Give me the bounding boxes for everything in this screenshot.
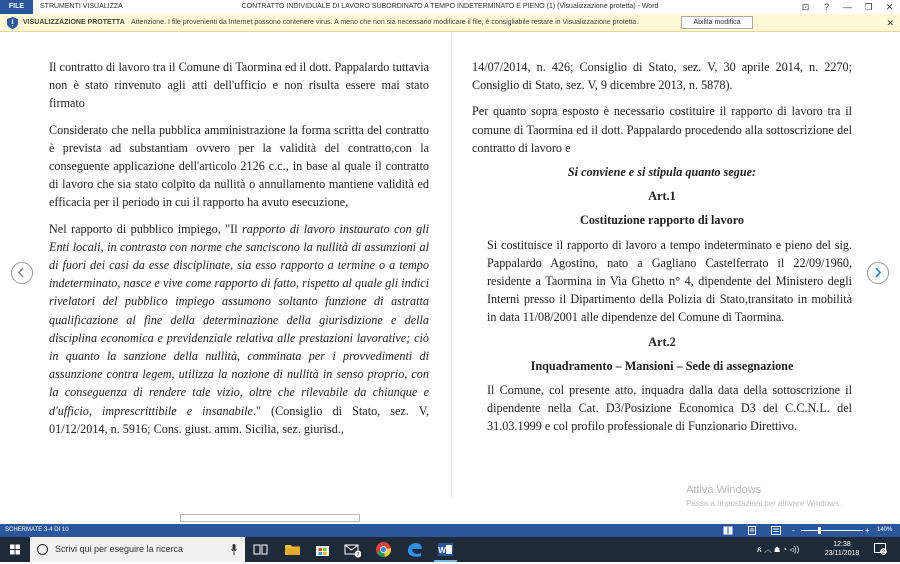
- article-title: Art.1: [648, 189, 676, 204]
- chevron-right-icon: [868, 263, 887, 282]
- svg-text:W: W: [438, 546, 446, 555]
- paragraph: 14/07/2014, n. 426; Consiglio di Stato, sez. V, 30 aprile 2014, n. 2270; Consiglio di Stato, sez. V, 9 dicembre 2013, n. 5878).: [472, 60, 852, 93]
- title-bar: [0, 0, 900, 14]
- paragraph: Per quanto sopra esposto è necessario costituire il rapporto di lavoro tra il comune di Taormina ed il dott. Pappalardo procedendo alla sottoscrizione del contratto di lavoro e: [472, 104, 852, 155]
- article-subtitle: Costituzione rapporto di lavoro: [580, 213, 744, 228]
- article-text: Il Comune, col presente atto, inquadra dalla data della sottoscrizione il dipendente nella Cat. D3/Posizione Economica D3 del C.C.N.L. del 31.03.1999 e col profilo professionale di Funzionario Direttivo.: [487, 383, 852, 434]
- file-tab[interactable]: FILE: [0, 0, 33, 14]
- microphone-icon[interactable]: [231, 544, 237, 555]
- protected-view-title: VISUALIZZAZIONE PROTETTA: [23, 19, 125, 26]
- horizontal-scrollbar[interactable]: [180, 514, 360, 522]
- paragraph-citation: ." (Consiglio di Stato, sez. V, 01/12/2014, n. 5916; Cons. giust. amm. Sicilia, sez. giurisd.,: [49, 403, 430, 436]
- window-controls: [795, 0, 900, 14]
- page-divider: [451, 33, 452, 498]
- close-bar-icon[interactable]: ✕: [886, 18, 894, 28]
- help-icon[interactable]: ?: [823, 2, 829, 12]
- protected-view-message: Attenzione. I file provenienti da Internet possono contenere virus. A meno che non sia necessario modificare il file, è consigliabile restare in Visualizzazione protetta.: [131, 19, 639, 26]
- section-heading: Si conviene e si stipula quanto segue:: [567, 165, 757, 180]
- chevron-left-icon: [12, 263, 31, 282]
- taskbar-search-input[interactable]: [30, 537, 245, 562]
- article-subtitle: Inquadramento – Mansioni – Sede di assegnazione: [530, 358, 794, 373]
- view-tools-tab[interactable]: STRUMENTI VISUALIZZA: [40, 3, 123, 10]
- paragraph: Considerato che nella pubblica amministrazione la forma scritta del contratto è prevista ad substantiam ovvero per la validità del contratto,con la conseguente applicazione dell'articolo 2126 c.c., in base al quale il contratto di lavoro che sia stato colpito da nullità o annullamento mantiene validità ed efficacia per il periodo in cui il rapporto ha avuto esecuzione,: [49, 122, 429, 210]
- taskbar: [0, 537, 900, 562]
- status-bar: [0, 524, 900, 537]
- zoom-slider[interactable]: [792, 524, 872, 537]
- activation-watermark-text: Passa a Impostazioni per attivare Windows.: [686, 499, 842, 508]
- clock[interactable]: [818, 540, 866, 558]
- clock-date: 23/11/2018: [824, 550, 860, 557]
- zoom-track[interactable]: [801, 530, 863, 531]
- file-explorer-icon[interactable]: [284, 541, 301, 558]
- left-page: [49, 58, 429, 446]
- document-area[interactable]: [0, 33, 900, 524]
- windows-logo-icon: [0, 537, 30, 562]
- zoom-thumb[interactable]: [818, 527, 821, 534]
- clock-time: 12:38: [833, 541, 851, 548]
- shield-icon: [7, 17, 18, 29]
- print-layout-icon[interactable]: [747, 526, 757, 535]
- window-title: CONTRATTO INDIVIDUALE DI LAVORO SUBORDINATO A TEMPO INDETERMINATO E PIENO (1) (Visualizzazione protetta) - Word: [241, 3, 659, 10]
- previous-page-button[interactable]: [11, 262, 33, 284]
- zoom-out-button[interactable]: -: [792, 526, 795, 535]
- protected-view-bar: [0, 14, 900, 32]
- web-layout-icon[interactable]: [771, 526, 781, 535]
- search-placeholder: Scrivi qui per eseguire la ricerca: [55, 544, 184, 554]
- activation-watermark-title: Attiva Windows: [686, 484, 762, 496]
- enable-editing-button[interactable]: Abilita modifica: [681, 16, 753, 29]
- task-view-icon[interactable]: [252, 541, 269, 558]
- ribbon-display-icon[interactable]: ⊡: [801, 2, 810, 12]
- paragraph-lead: Nel rapporto di pubblico impiego, "Il: [49, 221, 243, 236]
- mail-icon[interactable]: [344, 541, 361, 558]
- article-text: Si costituisce il rapporto di lavoro a tempo indeterminato e pieno del sig. Pappalardo Agostino, nato a Gagliano Castelferrato il 22/09/1960, residente a Taormina in Via Ghetto n° 4, dipendente del Ministero degli Interni presso il Dipartimento della Polizia di Stato,transitato in mobilità in data 11/08/2001 alle dipendenze del Comune di Taormina.: [487, 237, 852, 325]
- view-buttons: [723, 526, 781, 535]
- restore-icon[interactable]: ❐: [864, 2, 873, 12]
- chrome-icon[interactable]: [375, 541, 392, 558]
- next-page-button[interactable]: [867, 262, 889, 284]
- paragraph: [49, 220, 429, 438]
- store-icon[interactable]: [314, 541, 331, 558]
- start-button[interactable]: [0, 537, 30, 562]
- minimize-icon[interactable]: —: [843, 2, 852, 12]
- notification-count: 2: [881, 549, 886, 555]
- edge-icon[interactable]: [406, 541, 423, 558]
- read-mode-icon[interactable]: [723, 526, 733, 535]
- close-icon[interactable]: ✕: [885, 2, 894, 12]
- tray-icons[interactable]: ጰ ︿ ☗ ◔ ⊲)): [757, 545, 800, 554]
- mail-badge-count: 7: [356, 552, 360, 558]
- right-page: [472, 58, 852, 442]
- zoom-in-button[interactable]: +: [865, 526, 870, 535]
- page-indicator[interactable]: SCHERMATE 3-4 DI 10: [5, 527, 69, 533]
- notification-center-icon[interactable]: [874, 543, 887, 555]
- cortana-icon: [37, 544, 48, 555]
- zoom-level[interactable]: 140%: [877, 527, 893, 533]
- paragraph-quote: rapporto di lavoro instaurato con gli Enti locali, in contrasto con norme che sanciscono la nullità di assunzioni al di fuori dei casi da esse disciplinate, sia esso rapporto a termine o a tempo indeterminato, nasce e vive come rapporto di fatto, rispetto al quale gli indici rivelatori del pubblico impiego assumono soltanto funzione di astratta qualificazione al fine della determinazione della giurisdizione e della disciplina economica e previdenziale relativa alle prestazioni lavorative; ciò in quanto la sanzione della nullità, comminata per i provvedimenti di assunzione contra legem, utilizza la nozione di nullità in senso proprio, con la conseguenza di rendere tale vizio, oltre che rilevabile da chiunque e d'ufficio, imprescrittibile e insanabile: [49, 221, 429, 418]
- article-title: Art.2: [648, 334, 676, 349]
- word-icon[interactable]: [437, 541, 454, 558]
- paragraph: Il contratto di lavoro tra il Comune di Taormina ed il dott. Pappalardo tuttavia non è stato rinvenuto agli atti dell'ufficio e non risulta essere mai stato firmato: [49, 60, 429, 111]
